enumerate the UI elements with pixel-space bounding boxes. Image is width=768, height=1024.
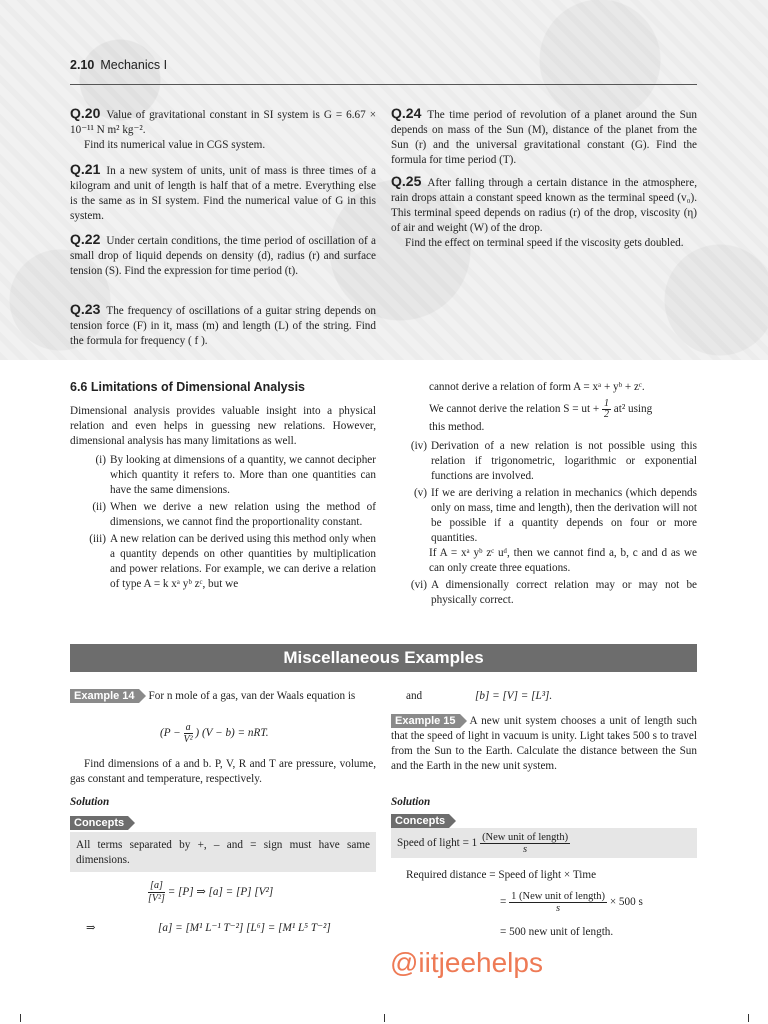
- continued-text: cannot derive a relation of form A = xᵃ + yᵇ + zᶜ.: [429, 381, 645, 393]
- example-tag: Example 15: [391, 714, 460, 728]
- continued-text: We cannot derive the relation S = ut + $\frac{1}{2}$ at² using: [429, 398, 653, 420]
- fraction: $\frac{[a]}{\text{[V²]}}$: [148, 880, 165, 904]
- concept-box: [70, 832, 376, 872]
- header-divider: [70, 84, 697, 85]
- van-der-waals-equation: (P − $\frac{a}{\text{V²}}$ ) (V − b) = nRT.: [160, 722, 269, 745]
- question-text-2: Find the effect on terminal speed if the viscosity gets doubled.: [405, 237, 684, 249]
- implies-arrow: ⇒: [86, 922, 96, 934]
- limitations-list-right: [391, 380, 697, 608]
- continued-text: this method.: [429, 421, 485, 433]
- concept-text: All terms separated by +, – and = sign must have same dimensions.: [76, 839, 370, 866]
- question-text: In a new system of units, unit of mass is three times of a kilogram and unit of length is half that of a metre. Everything else is the same as in SI system. Find the numerical value of G in this system.: [70, 165, 376, 222]
- question-22: [70, 232, 376, 279]
- example-text: For n mole of a gas, van der Waals equation is: [148, 690, 356, 702]
- crop-mark: [748, 1014, 749, 1022]
- question-text: Value of gravitational constant in SI system is G = 6.67 × 10⁻¹¹ N m² kg⁻².: [70, 109, 376, 136]
- page-header: [70, 58, 167, 73]
- speed-of-light-formula: Speed of light = 1 $\frac{\text{(New unit of length)}}{s}$: [397, 832, 569, 855]
- crop-mark: [20, 1014, 21, 1022]
- fraction: $\frac{\text{(New unit of length)}}{s}$: [482, 832, 569, 855]
- question-number: Q.24: [391, 105, 422, 121]
- solution-line: = $\frac{\text{1 (New unit of length)}}{s}$ × 500 s: [500, 891, 643, 914]
- fraction: $\frac{\text{1 (New unit of length)}}{s}$: [511, 891, 606, 914]
- question-number: Q.20: [70, 105, 101, 121]
- list-item-extra: If A = xᵃ yᵇ zᶜ uᵈ, then we cannot find a, b, c and d as we can only create three equations.: [429, 547, 697, 574]
- solution-line: = 500 new unit of length.: [500, 926, 614, 938]
- fraction: $\frac{1}{2}$: [603, 398, 609, 420]
- question-23: [70, 302, 376, 349]
- fraction: $\frac{a}{\text{V²}}$: [183, 722, 193, 745]
- solution-label: Solution: [391, 796, 431, 808]
- solution-line: Required distance = Speed of light × Time: [406, 869, 597, 881]
- example-text: A new unit system chooses a unit of length such that the speed of light in vacuum is unity. Light takes 500 s to travel from the Sun to the Earth. Calculate the distance between the Sun and the Earth in the new unit system.: [391, 715, 697, 772]
- and-label: and: [406, 690, 423, 702]
- concept-box: [391, 828, 697, 858]
- solution-label: Solution: [70, 796, 110, 808]
- question-21: [70, 162, 376, 224]
- page-number: 2.10: [70, 58, 95, 72]
- question-text: The frequency of oscillations of a guitar string depends on tension force (F) in it, mass (m) and length (L) of the string. Find the formula for frequency ( f ).: [70, 305, 376, 347]
- concepts-tag: Concepts: [70, 816, 138, 831]
- question-20: [70, 106, 376, 153]
- list-item: (iii) A new relation can be derived using this method only when a quantity depends on other quantities by multiplication and power relations. For example, we can derive a relation of type A = k xᵃ yᵇ zᶜ, but we: [89, 533, 376, 590]
- question-text-2: Find its numerical value in CGS system.: [84, 139, 266, 151]
- example-tag: Example 14: [70, 689, 139, 703]
- limitations-list-left: [70, 453, 376, 592]
- question-25: [391, 174, 697, 251]
- question-24: [391, 106, 697, 168]
- question-text: Under certain conditions, the time period of oscillation of a small drop of liquid depends on density (d), radius (r) and surface tension (S). Find the expression for time period (t).: [70, 235, 376, 277]
- solution-step-2: [a] = [M¹ L⁻¹ T⁻²] [L⁶] = [M¹ L⁵ T⁻²]: [158, 922, 331, 934]
- example-15: [391, 714, 697, 774]
- chapter-title: Mechanics I: [100, 58, 168, 72]
- list-item: (iv) Derivation of a new relation is not possible using this relation if trigonometric, logarithmic or exponential functions are involved.: [410, 440, 697, 482]
- example-14: [70, 689, 376, 704]
- question-number: Q.23: [70, 301, 101, 317]
- question-text: After falling through a certain distance in the atmosphere, rain drops attain a constant speed known as the terminal speed (v₀). This terminal speed depends on radius (r) of the drop, viscosity (η) of air and weight (W) of the drop.: [391, 177, 697, 234]
- list-item: (vi) A dimensionally correct relation may or may not be physically correct.: [410, 579, 697, 606]
- concepts-tag: Concepts: [391, 814, 459, 829]
- question-text: The time period of revolution of a planet around the Sun depends on mass of the Sun (M), distance of the planet from the Sun (r) and the universal gravitational constant (G). Find the formula for time period (T).: [391, 109, 697, 166]
- section-title: 6.6 Limitations of Dimensional Analysis: [70, 380, 306, 394]
- section-intro: Dimensional analysis provides valuable insight into a physical relation and even helps in guessing new relations. However, dimensional analysis has many limitations as well.: [70, 405, 376, 447]
- crop-mark: [384, 1014, 385, 1022]
- list-item: (i) By looking at dimensions of a quantity, we cannot decipher which quantity it refers to. More than one quantities can have the same dimensions.: [95, 454, 376, 496]
- list-item: (ii) When we derive a new relation using the method of dimensions, we cannot find the proportionality constant.: [92, 501, 376, 528]
- list-item: (v) If we are deriving a relation in mechanics (which depends only on mass, time and length), then the derivation will not be possible if a quantity depends on four or more quantities.: [413, 487, 697, 544]
- question-number: Q.25: [391, 173, 422, 189]
- example-14-find: Find dimensions of a and b. P, V, R and T are pressure, volume, gas constant and temperature, respectively.: [70, 758, 376, 785]
- misc-examples-banner: Miscellaneous Examples: [70, 644, 697, 672]
- watermark: @iitjeehelps: [390, 947, 543, 978]
- question-number: Q.22: [70, 231, 101, 247]
- solution-step-1: $\frac{[a]}{\text{[V²]}}$ = [P] ⇒ [a] = [P] [V²]: [148, 880, 274, 904]
- b-dimension-equation: [b] = [V] = [L³].: [475, 690, 553, 702]
- question-number: Q.21: [70, 161, 101, 177]
